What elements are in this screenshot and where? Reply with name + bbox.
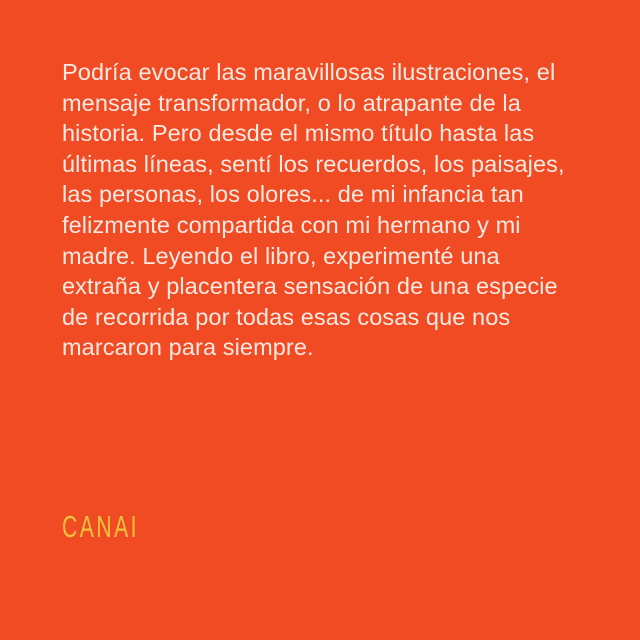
quote-line: últimas líneas, sentí los recuerdos, los paisajes,	[62, 150, 565, 177]
quote-line: madre. Leyendo el libro, experimenté una	[62, 242, 500, 269]
brand-wordmark: CANAI	[62, 509, 140, 544]
quote-line: felizmente compartida con mi hermano y mi	[62, 211, 521, 238]
quote-line: de recorrida por todas esas cosas que nos	[62, 303, 511, 330]
quote-line: marcaron para siempre.	[62, 334, 314, 361]
quote-line: las personas, los olores... de mi infancia tan	[62, 181, 524, 208]
quote-text-block	[62, 57, 602, 363]
quote-line: historia. Pero desde el mismo título hasta las	[62, 120, 535, 147]
quote-line: Podría evocar las maravillosas ilustraciones, el	[62, 59, 556, 85]
quote-line: extraña y placentera sensación de una especie	[62, 273, 558, 300]
quote-line: mensaje transformador, o lo atrapante de la	[62, 89, 521, 116]
